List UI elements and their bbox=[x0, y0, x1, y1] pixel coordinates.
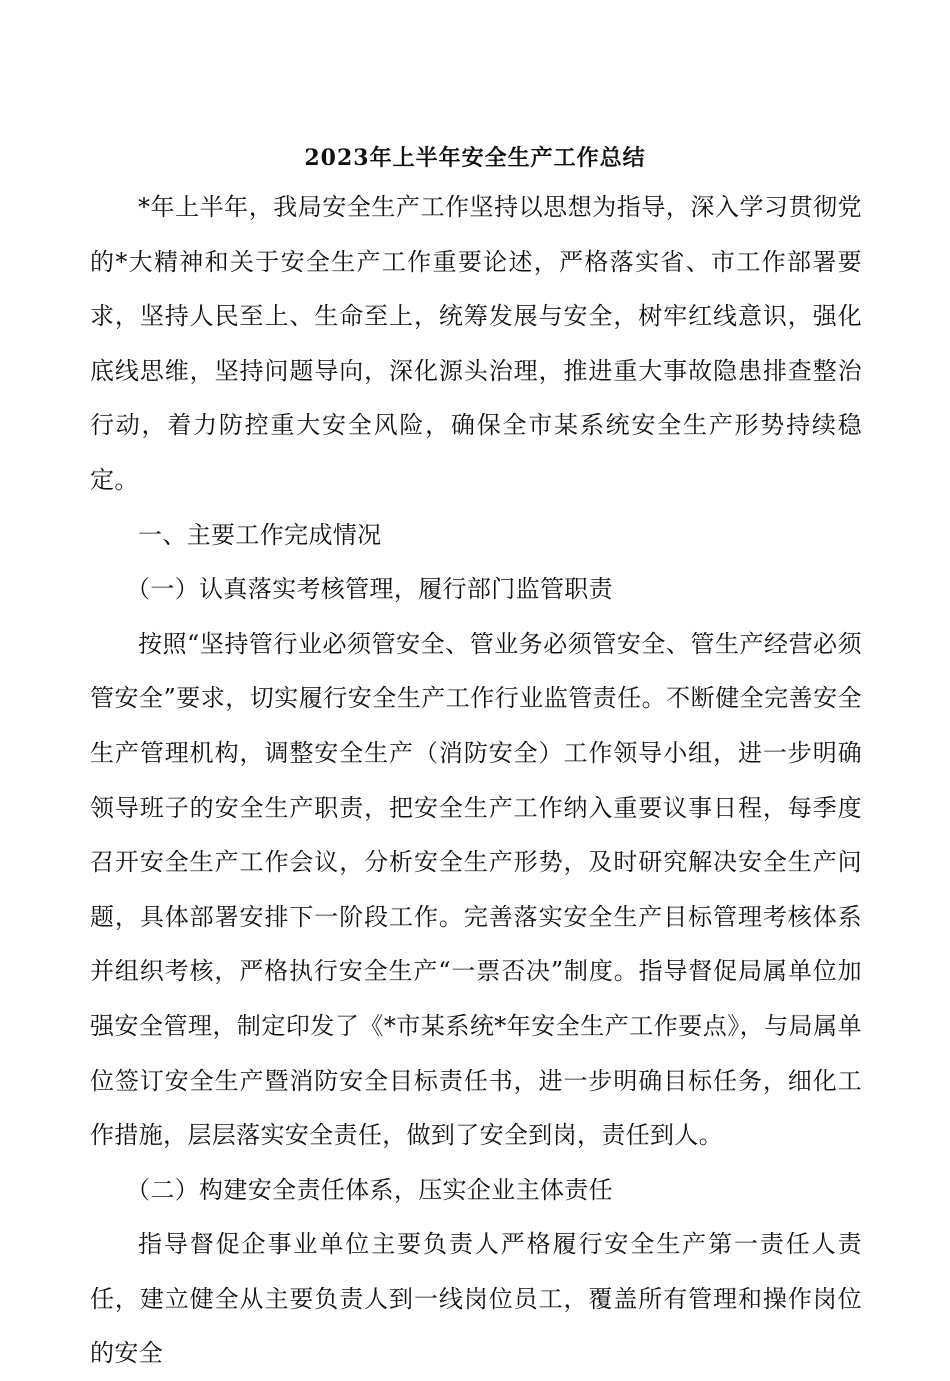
assessment-paragraph: 按照“坚持管行业必须管安全、管业务必须管安全、管生产经营必须管安全”要求，切实履行安全生产工作行业监管责任。不断健全完善安全生产管理机构，调整安全生产（消防安全）工作领导小组，进一步明确领导班子的安全生产职责，把安全生产工作纳入重要议事日程，每季度召开安全生产工作会议，分析安全生产形势，及时研究解决安全生产问题，具体部署安排下一阶段工作。完善落实安全生产目标管理考核体系并组织考核，严格执行安全生产“一票否决”制度。指导督促局属单位加强安全管理，制定印发了《*市某系统*年安全生产工作要点》，与局属单位签订安全生产暨消防安全目标责任书，进一步明确目标任务，细化工作措施，层层落实安全责任，做到了安全到岗，责任到人。 bbox=[90, 629, 862, 1150]
responsibility-paragraph: 指导督促企事业单位主要负责人严格履行安全生产第一责任人责任，建立健全从主要负责人到一线岗位员工，覆盖所有管理和操作岗位的安全 bbox=[90, 1230, 862, 1368]
subsection-heading-assessment: （一）认真落实考核管理，履行部门监管职责 bbox=[126, 575, 613, 604]
section-heading-main-work: 一、主要工作完成情况 bbox=[138, 520, 382, 549]
subsection-heading-responsibility: （二）构建安全责任体系，压实企业主体责任 bbox=[126, 1175, 613, 1204]
intro-paragraph: *年上半年，我局安全生产工作坚持以思想为指导，深入学习贯彻党的*大精神和关于安全生产工作重要论述，严格落实省、市工作部署要求，坚持人民至上、生命至上，统筹发展与安全，树牢红线意识，强化底线思维，坚持问题导向，深化源头治理，推进重大事故隐患排查整治行动，着力防控重大安全风险，确保全市某系统安全生产形势持续稳定。 bbox=[90, 193, 862, 494]
document-title: 2023年上半年安全生产工作总结 bbox=[304, 145, 646, 171]
document-body bbox=[90, 180, 862, 1381]
